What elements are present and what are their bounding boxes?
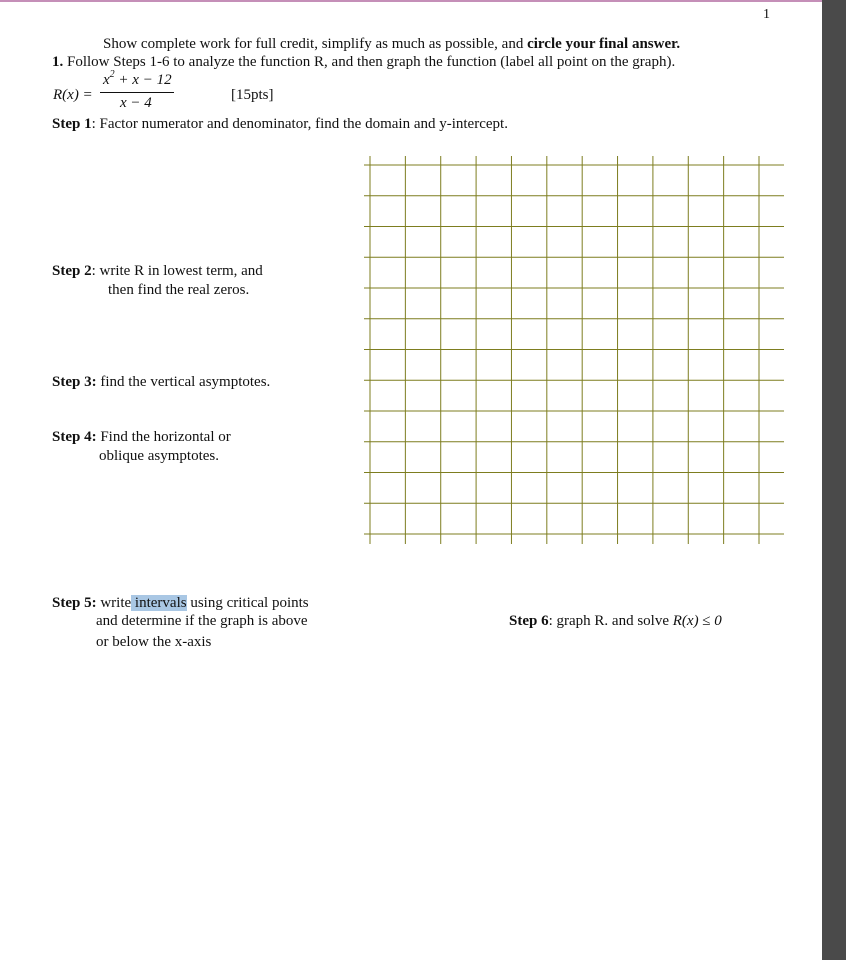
step-4: [52, 428, 231, 446]
step-4-text: Find the horizontal or: [96, 429, 231, 445]
fraction-numerator: $x^2 + x - 12$: [103, 69, 172, 88]
step-6-text: : graph R. and solve: [548, 613, 673, 629]
points-value: [15pts]: [231, 87, 274, 103]
top-border: [0, 0, 846, 2]
step-6: [509, 612, 722, 630]
instructions-emphasis: circle your final answer.: [527, 36, 681, 52]
step-5-text-rest: using critical points: [186, 595, 309, 611]
step-5: [52, 594, 309, 612]
step-3: [52, 373, 270, 391]
step-1: [52, 115, 508, 133]
function-lhs: R(x) =: [53, 87, 93, 103]
page-number: 1: [763, 7, 770, 22]
question-1: [52, 53, 675, 71]
fraction-bar: [100, 92, 174, 93]
viewer-scrollbar-area[interactable]: [822, 0, 846, 960]
question-text: Follow Steps 1-6 to analyze the function R, and then graph the function (label all point on the graph).: [63, 54, 676, 70]
step-2: [52, 262, 263, 280]
question-number: 1.: [52, 54, 64, 70]
step-2-text-cont: then find the real zeros.: [108, 282, 250, 298]
step-2-label: Step 2: [52, 263, 92, 279]
instructions-text: Show complete work for full credit, simplify as much as possible, and: [103, 36, 528, 52]
step-1-text: : Factor numerator and denominator, find the domain and y-intercept.: [91, 116, 508, 132]
step-4-label: Step 4:: [52, 429, 97, 445]
step-5-label: Step 5:: [52, 595, 97, 611]
step-2-text: : write R in lowest term, and: [91, 263, 263, 279]
step-6-math: R(x) ≤ 0: [672, 613, 722, 629]
step-3-label: Step 3:: [52, 374, 97, 390]
step-4-text-cont: oblique asymptotes.: [99, 448, 219, 464]
graph-grid[interactable]: [364, 154, 786, 546]
step-5-text-cont: and determine if the graph is above: [96, 613, 308, 629]
highlighted-text[interactable]: intervals: [131, 595, 187, 611]
fraction-denominator: x − 4: [120, 95, 152, 111]
step-5-text: write: [96, 595, 132, 611]
step-1-label: Step 1: [52, 116, 92, 132]
step-5-text-cont-2: or below the x-axis: [96, 634, 212, 650]
step-3-text: find the vertical asymptotes.: [96, 374, 271, 390]
step-6-label: Step 6: [509, 613, 549, 629]
instructions: [103, 35, 680, 53]
